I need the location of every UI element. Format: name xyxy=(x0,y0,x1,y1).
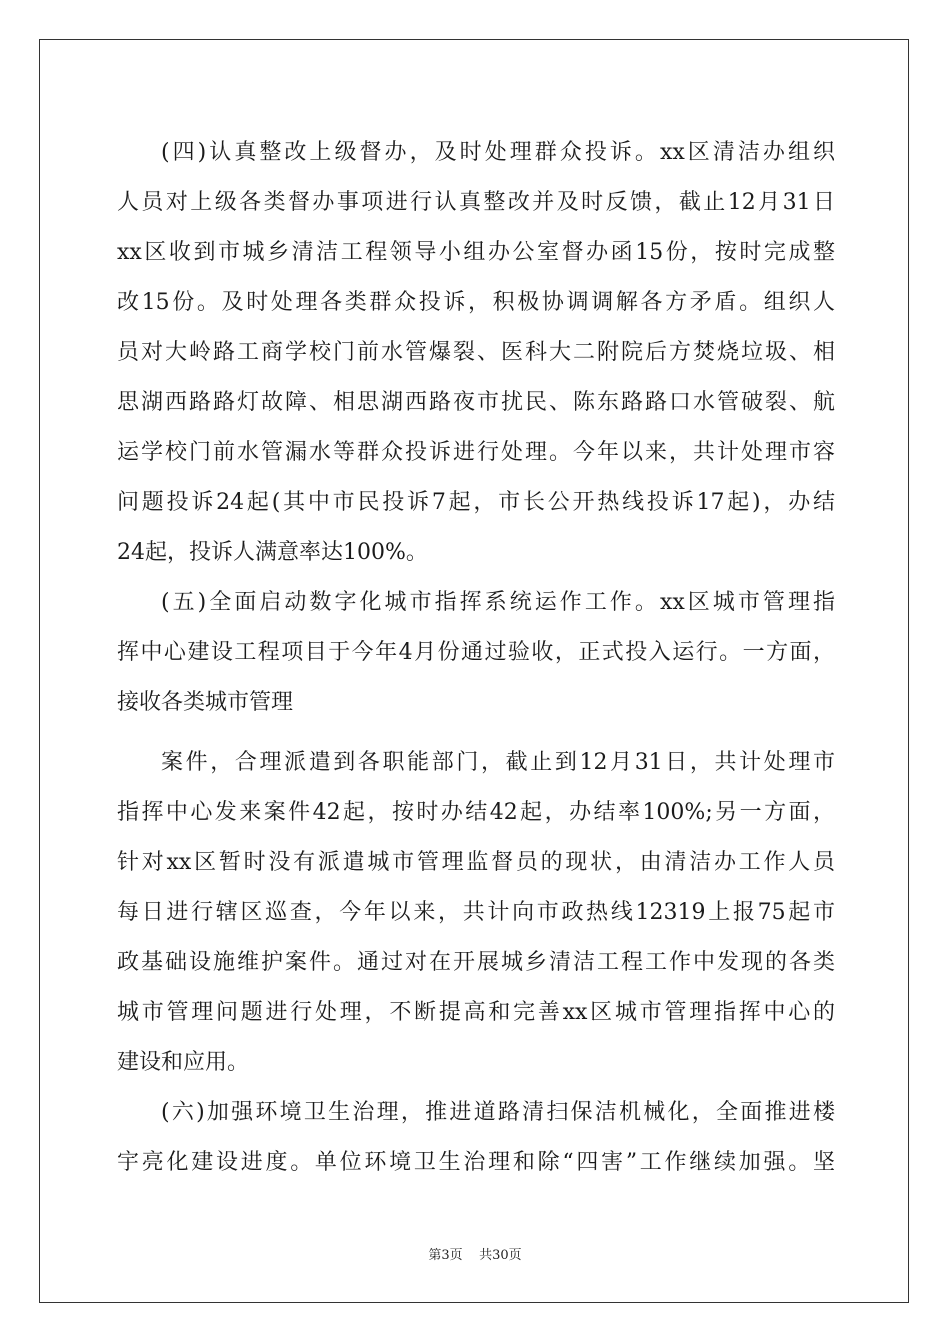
document-body xyxy=(117,128,835,1188)
paragraph-1-line-6: 思湖西路路灯故障、相思湖西路夜市扰民、陈东路路口水管破裂、航 xyxy=(117,390,835,415)
paragraph-gap xyxy=(117,728,835,738)
paragraph-1-line-9: 24起，投诉人满意率达100%。 xyxy=(117,540,428,565)
paragraph-1-line-5: 员对大岭路工商学校门前水管爆裂、医科大二附院后方焚烧垃圾、相 xyxy=(117,340,835,365)
paragraph-2-line-2: 挥中心建设工程项目于今年4月份通过验收，正式投入运行。一方面， xyxy=(117,640,835,665)
paragraph-3-line-2: 指挥中心发来案件42起，按时办结42起，办结率100%;另一方面， xyxy=(117,800,835,825)
paragraph-1-line-3: xx区收到市城乡清洁工程领导小组办公室督办函15份，按时完成整 xyxy=(117,240,835,265)
paragraph-3-line-5: 政基础设施维护案件。通过对在开展城乡清洁工程工作中发现的各类 xyxy=(117,950,835,975)
paragraph-3-line-4: 每日进行辖区巡查，今年以来，共计向市政热线12319上报75起市 xyxy=(117,900,835,925)
paragraph-2-line-3: 接收各类城市管理 xyxy=(117,690,294,715)
page-number-footer: 第3页 共30页 xyxy=(428,1248,522,1263)
paragraph-2-line-1: (五)全面启动数字化城市指挥系统运作工作。xx区城市管理指 xyxy=(161,590,835,615)
paragraph-1-line-1: (四)认真整改上级督办，及时处理群众投诉。xx区清洁办组织 xyxy=(161,140,835,165)
paragraph-1-line-8: 问题投诉24起(其中市民投诉7起，市长公开热线投诉17起)，办结 xyxy=(117,490,835,515)
paragraph-4-line-2: 宇亮化建设进度。单位环境卫生治理和除“四害”工作继续加强。坚 xyxy=(117,1150,835,1175)
paragraph-1-line-2: 人员对上级各类督办事项进行认真整改并及时反馈，截止12月31日 xyxy=(117,190,835,215)
paragraph-3-line-1: 案件，合理派遣到各职能部门，截止到12月31日，共计处理市 xyxy=(161,750,835,775)
paragraph-3-line-3: 针对xx区暂时没有派遣城市管理监督员的现状，由清洁办工作人员 xyxy=(117,850,835,875)
paragraph-1-line-4: 改15份。及时处理各类群众投诉，积极协调调解各方矛盾。组织人 xyxy=(117,290,835,315)
paragraph-4-line-1: (六)加强环境卫生治理，推进道路清扫保洁机械化，全面推进楼 xyxy=(161,1100,835,1125)
paragraph-1-line-7: 运学校门前水管漏水等群众投诉进行处理。今年以来，共计处理市容 xyxy=(117,440,835,465)
paragraph-3-line-6: 城市管理问题进行处理，不断提高和完善xx区城市管理指挥中心的 xyxy=(117,1000,835,1025)
paragraph-3-line-7: 建设和应用。 xyxy=(117,1050,250,1075)
